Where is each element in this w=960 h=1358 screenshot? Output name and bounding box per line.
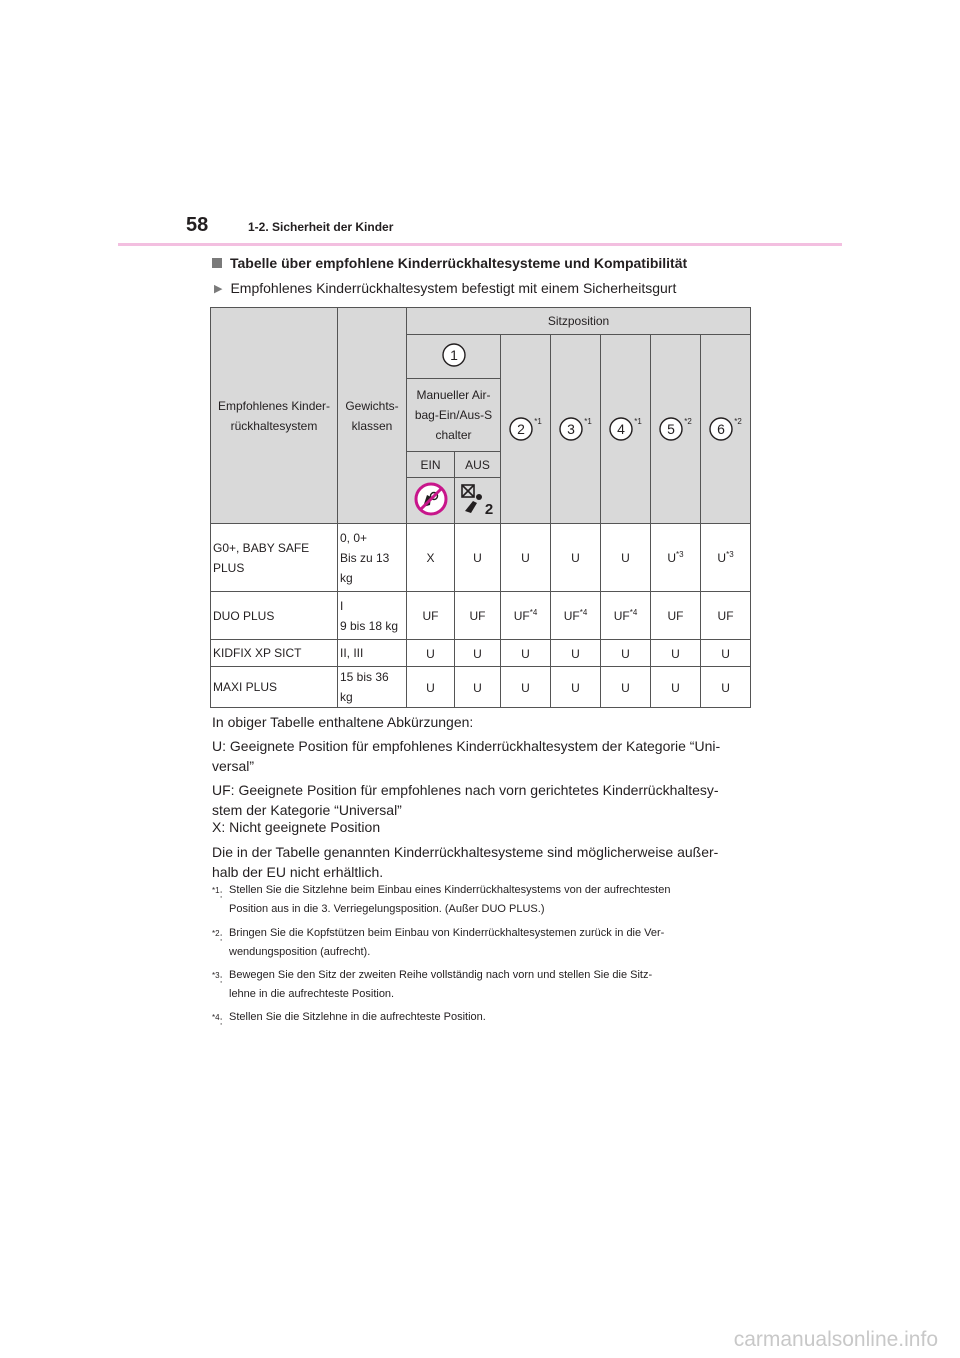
abbreviation-x: X: Nicht geeignete Position — [212, 819, 381, 835]
footnote-2: $^{*2}$: Bringen Sie die Kopfstützen beim Einbau von Kinderrückhaltesystemen zurück in die Ver- wendungsposition (aufrecht). — [212, 927, 665, 958]
table-cell: U — [455, 640, 501, 667]
page-number: 58 — [186, 214, 209, 236]
seat-position-2 — [501, 335, 551, 524]
footnote-2-mark: *2 — [212, 929, 220, 938]
airbag-off-icon — [413, 481, 449, 517]
table-cell: U — [551, 524, 601, 592]
header-seat-position: Sitzposition — [407, 308, 751, 335]
airbag-off-header: AUS — [455, 452, 501, 478]
abbreviation-uf: UF: Geeignete Position für empfohlenes nach vorn gerichtetes Kinderrückhaltesy- stem der Kategorie “Universal” — [212, 782, 719, 818]
table-heading-label: Tabelle über empfohlene Kinderrückhaltesysteme und Kompatibilität — [230, 255, 688, 271]
table-cell: U — [601, 524, 651, 592]
weight-class: 0, 0+ Bis zu 13 kg — [338, 524, 407, 592]
table-cell: U — [701, 640, 751, 667]
seat-4-footnote-ref: *1 — [634, 417, 642, 426]
table-heading — [212, 255, 687, 271]
weight-class: II, III — [338, 640, 407, 667]
table-row — [211, 667, 751, 708]
table-cell: UF$^{*4}$ — [551, 592, 601, 640]
seat-number-6-icon — [709, 417, 733, 441]
footnote-3-mark: *3 — [212, 971, 220, 980]
seat-number-4: 4 — [617, 421, 626, 437]
seat-number-2: 2 — [517, 421, 526, 437]
seat-5-footnote-ref: *2 — [684, 417, 692, 426]
table-cell: X — [407, 524, 455, 592]
child-seat-prohibited-icon-cell — [455, 478, 501, 524]
table-cell: U — [651, 640, 701, 667]
prohibited-icon-label: 2 — [484, 501, 493, 517]
seat-number-5: 5 — [667, 421, 676, 437]
table-cell: UF$^{*4}$ — [501, 592, 551, 640]
table-cell: U — [455, 524, 501, 592]
header-weight-class: Gewichts- klassen — [338, 308, 407, 524]
seat-number-4-icon — [609, 417, 633, 441]
square-bullet-icon — [212, 258, 222, 268]
seat-position-6 — [701, 335, 751, 524]
table-cell: U — [501, 524, 551, 592]
weight-class: I 9 bis 18 kg — [338, 592, 407, 640]
seat-3-footnote-ref: *1 — [584, 417, 592, 426]
seat-position-1 — [407, 335, 501, 379]
seat-2-footnote-ref: *1 — [534, 417, 542, 426]
table-row — [211, 592, 751, 640]
table-cell: UF — [651, 592, 701, 640]
section-title: 1-2. Sicherheit der Kinder — [248, 220, 394, 234]
footnote-4-mark: *4 — [212, 1013, 220, 1022]
seat-position-4 — [601, 335, 651, 524]
airbag-on-header: EIN — [407, 452, 455, 478]
footnote-4: $^{*4}$: Stellen Sie die Sitzlehne in die aufrechteste Position. — [212, 1011, 486, 1028]
table-cell: UF — [455, 592, 501, 640]
seat-number-1: 1 — [449, 347, 458, 363]
triangle-bullet-icon: ▶ — [214, 282, 223, 295]
weight-class: 15 bis 36 kg — [338, 667, 407, 708]
header-rule — [118, 243, 842, 246]
child-seat-prohibited-icon — [459, 481, 497, 517]
subheading-label: Empfohlenes Kinderrückhaltesystem befestigt mit einem Sicherheitsgurt — [230, 280, 677, 296]
table-cell: U — [551, 667, 601, 708]
table-cell: U — [551, 640, 601, 667]
watermark: carmanualsonline.info — [733, 1328, 938, 1351]
seat-6-footnote-ref: *2 — [734, 417, 742, 426]
eu-availability-note: Die in der Tabelle genannten Kinderrückhaltesysteme sind möglicherweise außer- halb der EU nicht erhältlich. — [212, 844, 719, 880]
seat-position-3 — [551, 335, 601, 524]
subheading — [214, 280, 676, 296]
table-cell: U — [651, 667, 701, 708]
table-cell: U — [501, 640, 551, 667]
crs-name: KIDFIX XP SICT — [211, 640, 338, 667]
table-cell: $U^{*3}$ — [651, 524, 701, 592]
abbreviation-u: U: Geeignete Position für empfohlenes Kinderrückhaltesystem der Kategorie “Uni- versal” — [212, 738, 721, 774]
table-cell: UF — [407, 592, 455, 640]
table-cell: U — [455, 667, 501, 708]
crs-name: MAXI PLUS — [211, 667, 338, 708]
footnote-1: $^{*1}$: Stellen Sie die Sitzlehne beim Einbau eines Kinderrückhaltesystems von der aufrechtesten Position aus in die 3. Verriegelungsposition. (Außer DUO PLUS.) — [212, 884, 671, 915]
seat-number-6: 6 — [717, 421, 726, 437]
header-crs: Empfohlenes Kinder- rückhaltesystem — [211, 308, 338, 524]
seat-number-2-icon — [509, 417, 533, 441]
crs-name: G0+, BABY SAFE PLUS — [211, 524, 338, 592]
table-cell: $U^{*3}$ — [701, 524, 751, 592]
table-row — [211, 524, 751, 592]
seat-number-3-icon — [559, 417, 583, 441]
crs-name: DUO PLUS — [211, 592, 338, 640]
seat-number-3: 3 — [567, 421, 576, 437]
table-row — [211, 640, 751, 667]
seat-number-5-icon — [659, 417, 683, 441]
abbreviations-intro: In obiger Tabelle enthaltene Abkürzungen: — [212, 714, 474, 730]
table-cell: U — [407, 640, 455, 667]
table-cell: UF — [701, 592, 751, 640]
table-cell: U — [501, 667, 551, 708]
footnote-1-mark: *1 — [212, 886, 220, 895]
table-cell: U — [601, 640, 651, 667]
seat-number-1-icon — [442, 343, 466, 367]
airbag-off-icon-cell — [407, 478, 455, 524]
footnote-3: $^{*3}$: Bewegen Sie den Sitz der zweiten Reihe vollständig nach vorn und stellen Sie die Sitz- lehne in die aufrechteste Position. — [212, 969, 653, 1000]
compatibility-table — [210, 307, 751, 708]
airbag-switch-header: Manueller Air- bag-Ein/Aus-S chalter — [407, 379, 501, 452]
table-cell: U — [701, 667, 751, 708]
table-cell: UF$^{*4}$ — [601, 592, 651, 640]
seat-position-5 — [651, 335, 701, 524]
table-cell: U — [407, 667, 455, 708]
table-cell: U — [601, 667, 651, 708]
